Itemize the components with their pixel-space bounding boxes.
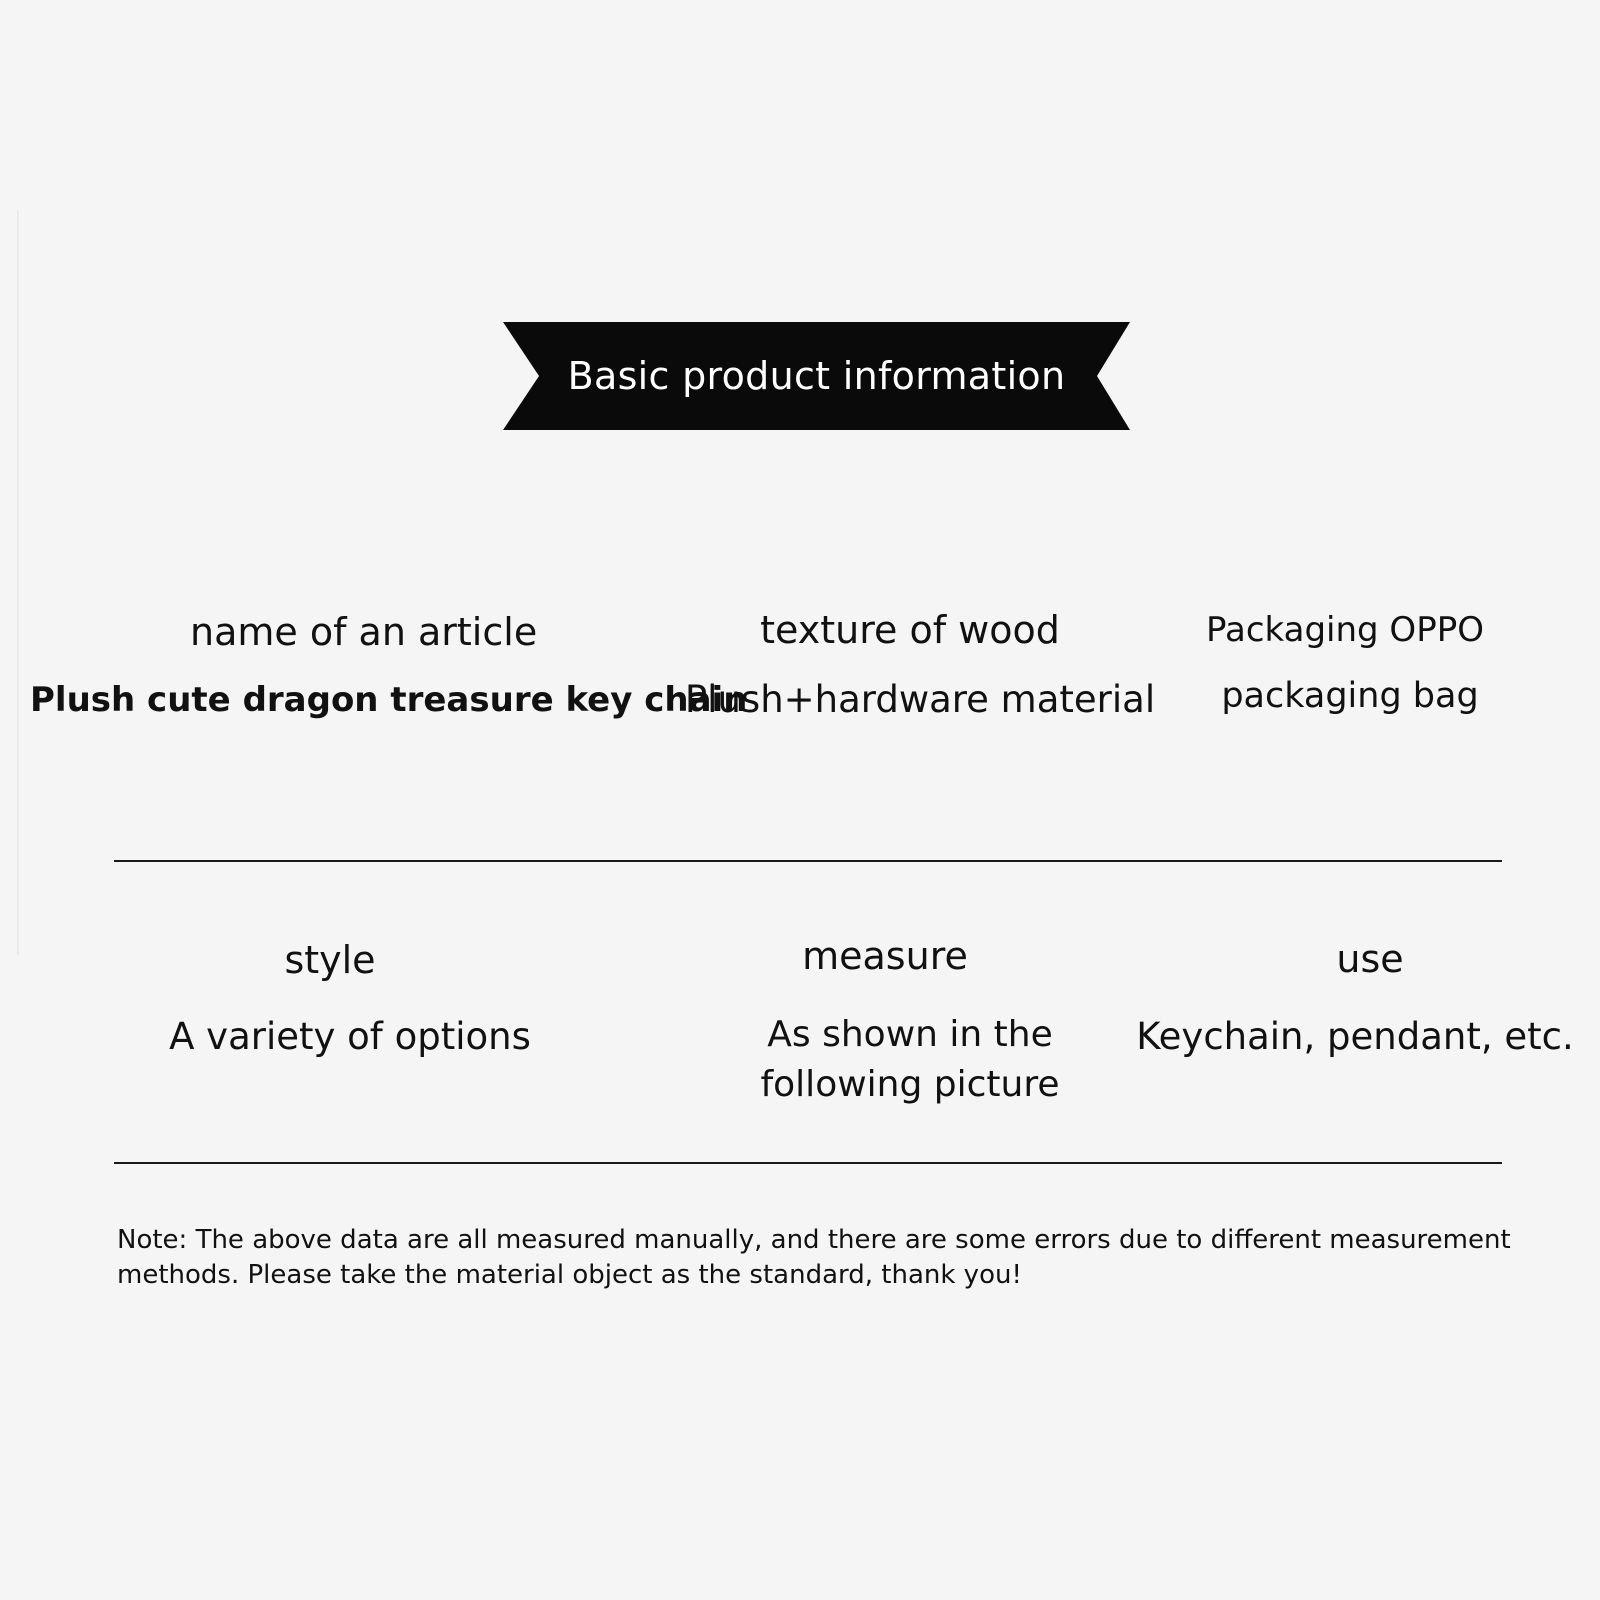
value-texture: Plush+hardware material [684, 678, 1156, 721]
value-style: A variety of options [169, 1015, 531, 1058]
left-edge-line [17, 210, 19, 955]
note-line-1: Note: The above data are all measured manually, and there are some errors due to different measurement [117, 1225, 1511, 1255]
label-measure: measure [802, 934, 968, 978]
value-measure-line1: As shown in the [767, 1014, 1053, 1055]
value-measure [740, 1010, 1080, 1110]
label-packaging: Packaging OPPO [1206, 610, 1484, 650]
value-use: Keychain, pendant, etc. [1136, 1015, 1574, 1058]
label-texture: texture of wood [760, 608, 1060, 652]
divider-top [114, 860, 1502, 862]
label-article-name: name of an article [190, 610, 538, 654]
divider-bottom [114, 1162, 1502, 1164]
note-line-2: methods. Please take the material object as the standard, thank you! [117, 1260, 1022, 1290]
banner-title: Basic product information [567, 354, 1066, 398]
value-packaging: packaging bag [1221, 676, 1479, 716]
measurement-note [117, 1223, 1517, 1293]
value-measure-line2: following picture [760, 1064, 1060, 1105]
section-banner [503, 322, 1130, 430]
label-use: use [1336, 937, 1404, 981]
label-style: style [284, 938, 376, 982]
value-article-name: Plush cute dragon treasure key chain [30, 680, 748, 720]
